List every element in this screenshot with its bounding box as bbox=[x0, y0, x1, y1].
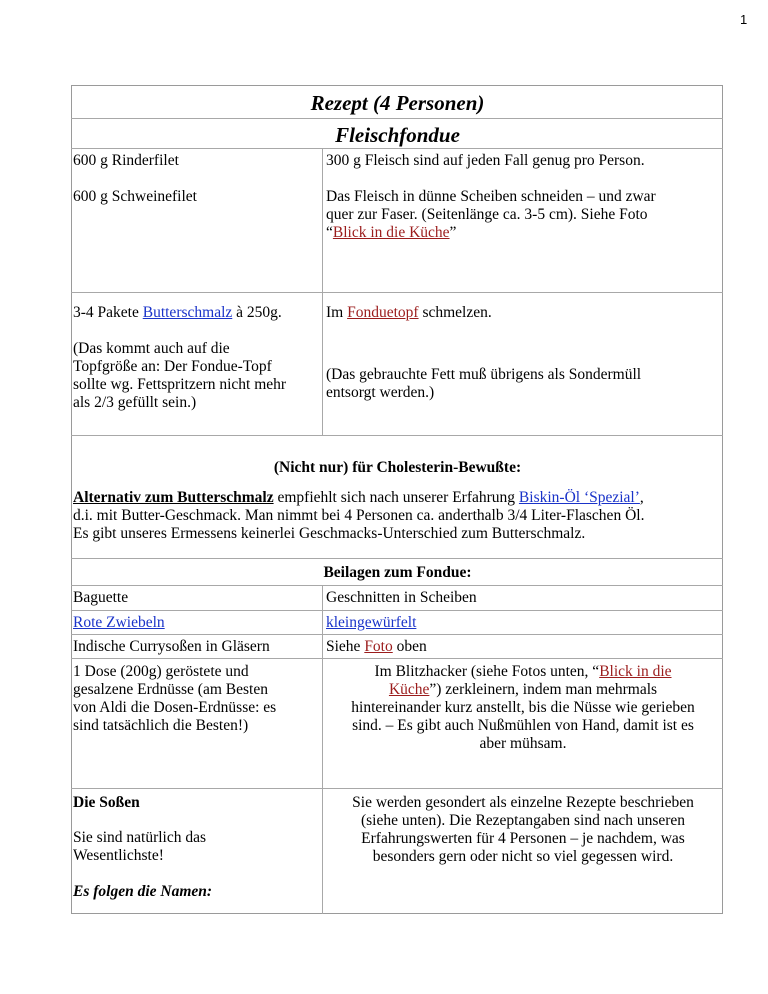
fett-note-line: entsorgt werden.) bbox=[326, 384, 435, 401]
schmalz-note-line: Topfgröße an: Der Fondue-Topf bbox=[73, 358, 272, 375]
link-rote-zwiebeln[interactable]: Rote Zwiebeln bbox=[73, 614, 165, 631]
text: oben bbox=[392, 638, 427, 655]
beilagen-heading: Beilagen zum Fondue: bbox=[323, 564, 472, 581]
page-number: 1 bbox=[740, 12, 748, 27]
cholesterin-line: Es gibt unseres Ermessens keinerlei Geschmacks-Unterschied zum Butterschmalz. bbox=[73, 525, 586, 542]
alternative-label: Alternativ zum Butterschmalz bbox=[73, 489, 274, 506]
erdnuss-line: von Aldi die Dosen-Erdnüsse: es bbox=[73, 699, 277, 716]
erdnuss-note-line bbox=[324, 663, 722, 681]
text: empfiehlt sich nach unserer Erfahrung bbox=[273, 489, 519, 506]
sossen-note-line: Wesentlichste! bbox=[73, 847, 164, 864]
link-foto[interactable]: Foto bbox=[364, 638, 393, 655]
recipe-title: Rezept (4 Personen) bbox=[310, 91, 485, 115]
ingredient-rinderfilet: 600 g Rinderfilet bbox=[73, 152, 179, 169]
link-kleingewuerfelt[interactable]: kleingewürfelt bbox=[326, 614, 417, 631]
column-divider bbox=[322, 585, 323, 914]
divider bbox=[71, 788, 723, 789]
beilage-curry-note bbox=[326, 638, 427, 656]
beilage-zwiebeln bbox=[73, 614, 165, 632]
sossen-desc-line: (siehe unten). Die Rezeptangaben sind nach unseren bbox=[360, 812, 686, 829]
schmalz-note-line: als 2/3 gefüllt sein.) bbox=[73, 394, 197, 411]
divider bbox=[71, 585, 723, 586]
note-rinderfilet: 300 g Fleisch sind auf jeden Fall genug pro Person. bbox=[326, 152, 645, 169]
erdnuss-note-line: aber mühsam. bbox=[479, 735, 567, 752]
erdnuss-note-line bbox=[324, 681, 722, 699]
beilage-baguette-note: Geschnitten in Scheiben bbox=[326, 589, 477, 606]
divider bbox=[71, 118, 723, 119]
column-divider bbox=[322, 148, 323, 435]
sossen-desc-line: besonders gern oder nicht so viel gegessen wird. bbox=[372, 848, 674, 865]
erdnuss-note-line: sind. – Es gibt auch Nußmühlen von Hand, damit ist es bbox=[352, 717, 694, 734]
fett-note-line: (Das gebrauchte Fett muß übrigens als Sondermüll bbox=[326, 366, 642, 383]
text: , bbox=[639, 489, 644, 506]
erdnuss-line: sind tatsächlich die Besten!) bbox=[73, 717, 249, 734]
schmalz-instruction bbox=[326, 304, 492, 322]
text: schmelzen. bbox=[418, 304, 492, 321]
cholesterin-line: d.i. mit Butter-Geschmack. Man nimmt bei 4 Personen ca. anderthalb 3/4 Liter-Flaschen Öl. bbox=[73, 507, 645, 524]
note-schwein-line bbox=[326, 224, 456, 242]
erdnuss-note-line: hintereinander kurz anstellt, bis die Nüsse wie gerieben bbox=[351, 699, 695, 716]
cholesterin-heading: (Nicht nur) für Cholesterin-Bewußte: bbox=[273, 459, 522, 476]
text: à 250g. bbox=[232, 304, 282, 321]
beilage-zwiebeln-note bbox=[326, 614, 416, 632]
link-blick-in-die[interactable]: Blick in die bbox=[599, 663, 672, 680]
beilage-baguette: Baguette bbox=[73, 589, 129, 606]
link-blick-in-die-kueche[interactable]: Blick in die Küche bbox=[332, 224, 450, 241]
divider bbox=[71, 558, 723, 559]
link-kueche[interactable]: Küche bbox=[388, 681, 430, 698]
sossen-desc-line: Erfahrungswerten für 4 Personen – je nachdem, was bbox=[361, 830, 685, 847]
cholesterin-line bbox=[73, 489, 644, 507]
beilage-curry: Indische Currysoßen in Gläsern bbox=[73, 638, 270, 655]
sossen-desc-line: Sie werden gesondert als einzelne Rezepte beschrieben bbox=[352, 794, 694, 811]
sossen-note-line: Sie sind natürlich das bbox=[73, 829, 207, 846]
text: 3-4 Pakete bbox=[73, 304, 143, 321]
schmalz-note-line: (Das kommt auch auf die bbox=[73, 340, 230, 357]
divider bbox=[71, 292, 723, 293]
divider bbox=[71, 658, 723, 659]
erdnuss-line: 1 Dose (200g) geröstete und bbox=[73, 663, 249, 680]
quote-close: ” bbox=[449, 224, 457, 241]
divider bbox=[71, 610, 723, 611]
divider bbox=[71, 634, 723, 635]
sossen-heading: Die Soßen bbox=[73, 794, 140, 811]
sossen-names-heading: Es folgen die Namen: bbox=[73, 883, 213, 900]
text: Im bbox=[326, 304, 348, 321]
text: Siehe bbox=[326, 638, 365, 655]
erdnuss-line: gesalzene Erdnüsse (am Besten bbox=[73, 681, 268, 698]
note-schwein-line: quer zur Faser. (Seitenlänge ca. 3-5 cm). Siehe Foto bbox=[326, 206, 648, 223]
text: Im Blitzhacker (siehe Fotos unten, “ bbox=[374, 663, 600, 680]
text: ”) zerkleinern, indem man mehrmals bbox=[429, 681, 658, 698]
ingredient-butterschmalz bbox=[73, 304, 282, 322]
quote-open: “ bbox=[326, 224, 333, 241]
recipe-subtitle: Fleischfondue bbox=[335, 123, 460, 147]
note-schwein-line: Das Fleisch in dünne Scheiben schneiden – und zwar bbox=[326, 188, 656, 205]
divider bbox=[71, 148, 723, 149]
divider bbox=[71, 435, 723, 436]
ingredient-schweinefilet: 600 g Schweinefilet bbox=[73, 188, 197, 205]
schmalz-note-line: sollte wg. Fettspritzern nicht mehr bbox=[73, 376, 287, 393]
link-fonduetopf[interactable]: Fonduetopf bbox=[347, 304, 419, 321]
link-butterschmalz[interactable]: Butterschmalz bbox=[142, 304, 233, 321]
link-biskin-oel[interactable]: Biskin-Öl ‘Spezial’ bbox=[518, 489, 640, 506]
